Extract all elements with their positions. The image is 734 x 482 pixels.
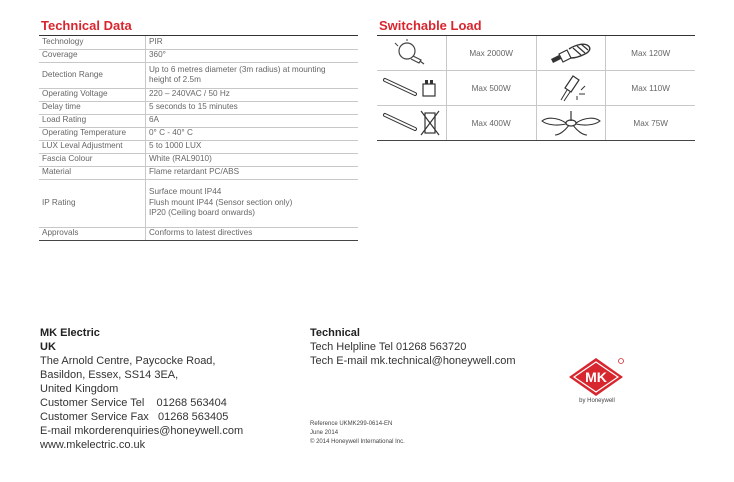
- technical-value: [146, 153, 359, 166]
- switchable-load-title: Switchable Load: [379, 18, 482, 33]
- technical-key: Coverage: [39, 49, 146, 62]
- technical-row: [39, 88, 358, 101]
- technical-value-line: PIR: [149, 37, 163, 46]
- technical-value: [146, 36, 359, 49]
- technical-value: [146, 140, 359, 153]
- technical-row: [39, 101, 358, 114]
- technical-value-line: 0° C - 40° C: [149, 128, 193, 138]
- load-value: Max 500W: [446, 71, 536, 106]
- technical-contact-block: [310, 326, 516, 368]
- switchable-load-table: [377, 36, 695, 141]
- order-email: E-mail mkorderenquiries@honeywell.com: [40, 425, 244, 437]
- technical-row: [39, 36, 358, 49]
- copyright: © 2014 Honeywell International Inc.: [310, 439, 405, 445]
- load-value: Max 75W: [606, 106, 695, 141]
- fluorescent-tube-with-transformer-icon: [377, 71, 446, 106]
- customer-service-fax: Customer Service Fax 01268 563405: [40, 411, 229, 423]
- technical-row: [39, 127, 358, 140]
- company-name: MK Electric: [40, 327, 100, 339]
- load-value: Max 400W: [446, 106, 536, 141]
- technical-value-line: Flush mount IP44 (Sensor section only): [149, 197, 293, 207]
- reference-code: Reference UKMK299-0614-EN: [310, 421, 393, 427]
- technical-value-line: height of 2.5m: [149, 75, 201, 84]
- reference-block: [310, 420, 405, 447]
- technical-row: [39, 62, 358, 88]
- technical-key: Detection Range: [39, 62, 146, 88]
- tech-helpline: Tech Helpline Tel 01268 563720: [310, 341, 467, 353]
- technical-key: Operating Temperature: [39, 127, 146, 140]
- load-row: [377, 36, 695, 71]
- technical-value: [146, 88, 359, 101]
- mk-logo: [567, 356, 625, 403]
- technical-value: [146, 114, 359, 127]
- technical-row: [39, 166, 358, 179]
- technical-value-line: Conforms to latest directives: [149, 228, 253, 238]
- load-value: Max 120W: [606, 36, 695, 71]
- technical-value-line: IP20 (Ceiling board onwards): [149, 208, 256, 218]
- address-line: Basildon, Essex, SS14 3EA,: [40, 369, 179, 381]
- technical-value-line: 220 – 240VAC / 50 Hz: [149, 89, 230, 99]
- technical-key: Load Rating: [39, 114, 146, 127]
- technical-value-line: Flame retardant PC/ABS: [149, 167, 240, 177]
- technical-key: Material: [39, 166, 146, 179]
- customer-service-tel: Customer Service Tel 01268 563404: [40, 397, 227, 409]
- technical-value: [146, 127, 359, 140]
- technical-value-line: 5 to 1000 LUX: [149, 141, 202, 151]
- technical-row: [39, 179, 358, 227]
- address-line: The Arnold Centre, Paycocke Road,: [40, 355, 216, 367]
- technical-value-line: 360°: [149, 50, 166, 60]
- mk-logo-text: MK: [585, 369, 607, 385]
- by-honeywell: by Honeywell: [579, 398, 615, 404]
- incandescent-bulb-icon: [377, 36, 446, 71]
- technical-heading: Technical: [310, 327, 360, 339]
- technical-key: LUX Leval Adjustment: [39, 140, 146, 153]
- technical-key: Approvals: [39, 227, 146, 240]
- technical-data-table: [39, 36, 358, 241]
- fluorescent-tube-crossed-icon: [377, 106, 446, 141]
- technical-key: IP Rating: [39, 179, 146, 227]
- ceiling-fan-icon: [536, 106, 606, 141]
- technical-value-line: Up to 6 metres diameter (3m radius) at mounting: [149, 64, 326, 74]
- tech-email: Tech E-mail mk.technical@honeywell.com: [310, 355, 516, 367]
- technical-value: [146, 166, 359, 179]
- technical-row: [39, 49, 358, 62]
- load-value: Max 110W: [606, 71, 695, 106]
- technical-row: [39, 227, 358, 240]
- technical-row: [39, 153, 358, 166]
- technical-row: [39, 114, 358, 127]
- technical-value-line: Surface mount IP44: [149, 187, 222, 197]
- technical-key: Fascia Colour: [39, 153, 146, 166]
- technical-key: Operating Voltage: [39, 88, 146, 101]
- load-value: Max 2000W: [446, 36, 536, 71]
- technical-value: [146, 62, 359, 88]
- technical-value: [146, 227, 359, 240]
- address-line: United Kingdom: [40, 383, 119, 395]
- country-heading: UK: [40, 341, 56, 353]
- technical-value: [146, 101, 359, 114]
- technical-value: [146, 49, 359, 62]
- contact-block: [40, 326, 243, 452]
- technical-key: Delay time: [39, 101, 146, 114]
- technical-value-line: White (RAL9010): [149, 154, 212, 164]
- technical-data-title: Technical Data: [41, 18, 132, 33]
- technical-key: Technology: [39, 36, 146, 49]
- website: www.mkelectric.co.uk: [40, 439, 146, 451]
- technical-value-line: 6A: [149, 115, 160, 125]
- load-row: [377, 106, 695, 141]
- reference-date: June 2014: [310, 430, 339, 436]
- led-lamp-icon: [536, 71, 606, 106]
- cfl-bulb-icon: [536, 36, 606, 71]
- load-row: [377, 71, 695, 106]
- technical-row: [39, 140, 358, 153]
- technical-value: [146, 179, 359, 227]
- technical-value-line: 5 seconds to 15 minutes: [149, 102, 238, 112]
